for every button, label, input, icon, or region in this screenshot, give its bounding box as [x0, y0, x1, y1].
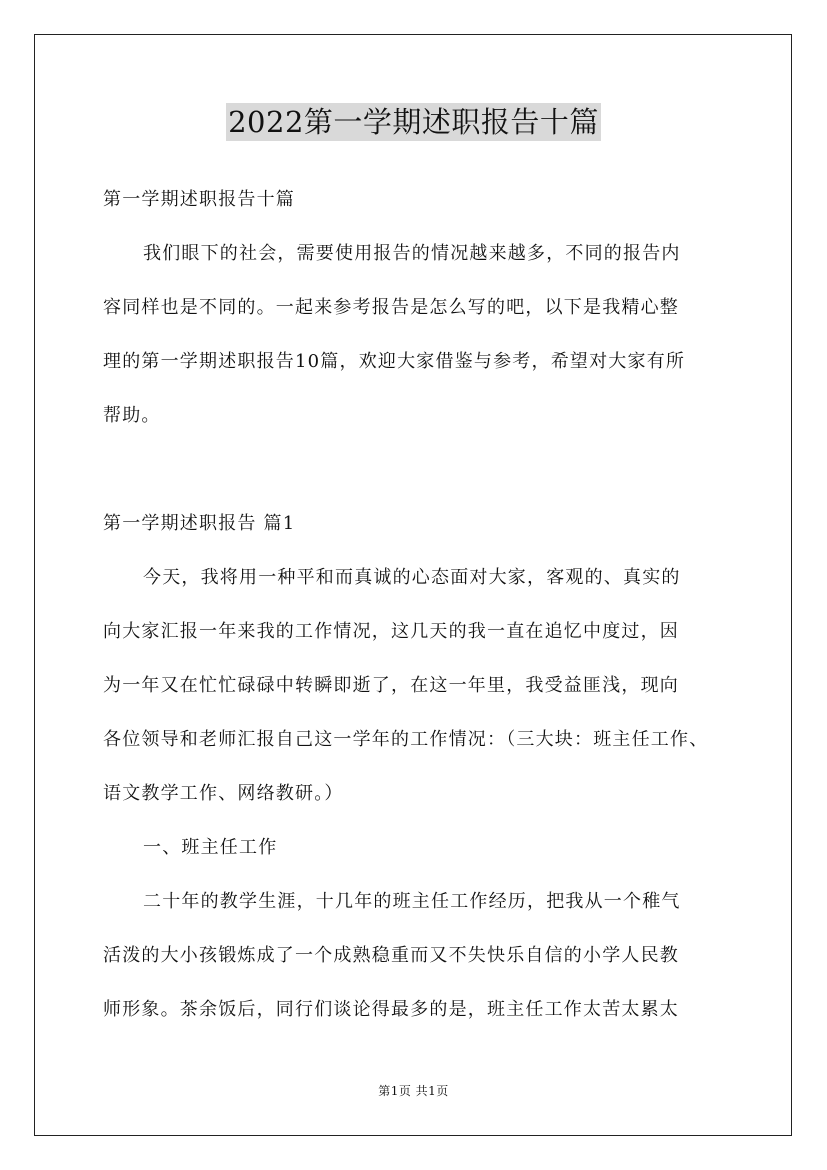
paragraph-line: 为一年又在忙忙碌碌中转瞬即逝了，在这一年里，我受益匪浅，现向 — [103, 675, 679, 696]
page-footer: 第1页 共1页 — [378, 1084, 449, 1098]
blank-line — [103, 443, 725, 497]
paragraph-line: 活泼的大小孩锻炼成了一个成熟稳重而又不失快乐自信的小学人民教 — [103, 945, 679, 966]
document-heading: 第一学期述职报告十篇 — [103, 189, 295, 210]
paragraph-line: 今天，我将用一种平和而真诚的心态面对大家，客观的、真实的 — [143, 567, 681, 588]
paragraph-line: 语文教学工作、网络教研。） — [103, 783, 344, 804]
paragraph-line: 各位领导和老师汇报自己这一学年的工作情况：（三大块：班主任工作、 — [103, 729, 709, 750]
section-heading: 第一学期述职报告 篇1 — [103, 513, 296, 534]
intro-line: 我们眼下的社会，需要使用报告的情况越来越多，不同的报告内 — [143, 243, 681, 264]
intro-line: 帮助。 — [103, 405, 161, 426]
title-wrap — [0, 103, 827, 141]
subheading: 一、班主任工作 — [143, 837, 278, 858]
intro-line: 理的第一学期述职报告10篇，欢迎大家借鉴与参考，希望对大家有所 — [103, 351, 686, 372]
paragraph-line: 二十年的教学生涯，十几年的班主任工作经历，把我从一个稚气 — [143, 891, 681, 912]
document-body — [103, 173, 725, 1037]
paragraph-line: 师形象。茶余饭后，同行们谈论得最多的是，班主任工作太苦太累太 — [103, 999, 679, 1020]
paragraph-line: 向大家汇报一年来我的工作情况，这几天的我一直在追忆中度过，因 — [103, 621, 679, 642]
intro-line: 容同样也是不同的。一起来参考报告是怎么写的吧，以下是我精心整 — [103, 297, 679, 318]
document-title: 2022第一学期述职报告十篇 — [228, 105, 599, 139]
